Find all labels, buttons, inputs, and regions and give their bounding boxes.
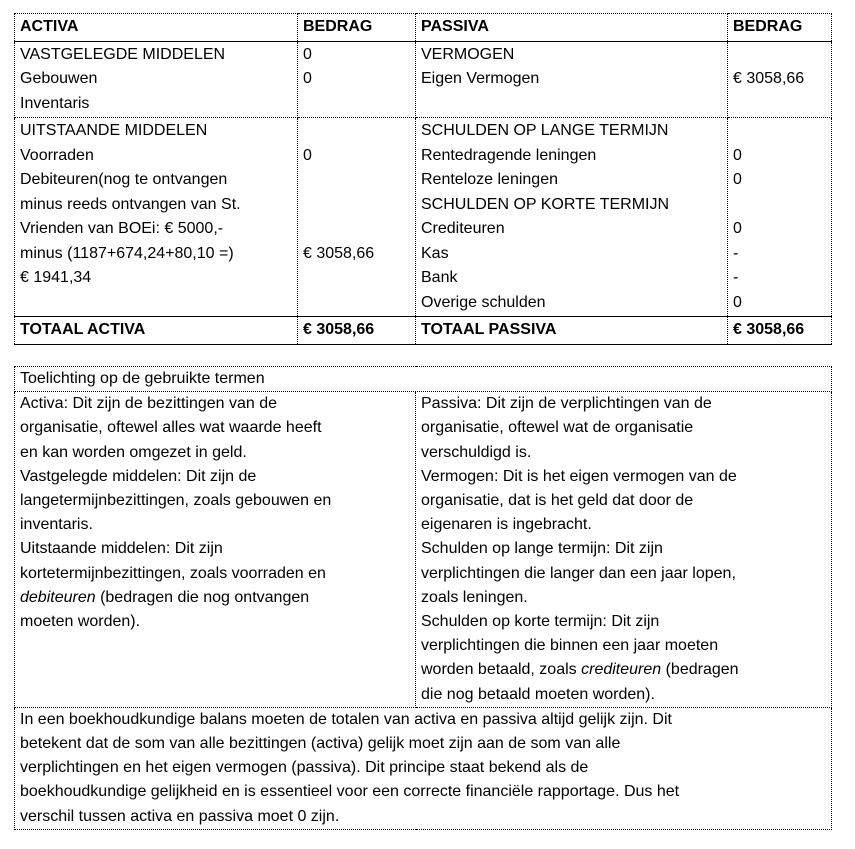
term-crediteuren: crediteuren xyxy=(581,661,662,679)
footer-line: verplichtingen en het eigen vermogen (passiva). Dit principe staat bekend als de xyxy=(20,759,589,777)
notes-table xyxy=(14,366,832,830)
value xyxy=(303,291,410,316)
passiva-header: PASSIVA xyxy=(416,14,728,42)
equity-values xyxy=(728,41,832,118)
passiva-amount-header: BEDRAG xyxy=(728,14,832,42)
note-line: Vermogen: Dit is het eigen vermogen van de xyxy=(421,467,737,485)
balance-table xyxy=(14,13,832,345)
value xyxy=(303,266,410,291)
notes-title-row xyxy=(15,367,832,392)
fixed-assets-labels xyxy=(15,41,298,118)
note-line: langetermijnbezittingen, zoals gebouwen en xyxy=(20,492,332,510)
liabilities-labels xyxy=(416,118,728,317)
notes-body-row xyxy=(15,392,832,708)
note-line: organisatie, dat is het geld dat door de xyxy=(421,492,694,510)
line: Voorraden xyxy=(20,146,94,164)
total-passiva-label: TOTAAL PASSIVA xyxy=(416,317,728,345)
activa-header: ACTIVA xyxy=(15,14,298,42)
note-line: organisatie, oftewel alles wat waarde heeft xyxy=(20,419,322,437)
note-text: (bedragen die nog ontvangen xyxy=(95,588,310,606)
value: 0 xyxy=(733,220,742,237)
value xyxy=(303,217,410,242)
note-text: (bedragen xyxy=(661,661,739,679)
line: € 1941,34 xyxy=(20,269,92,286)
note-line: inventaris. xyxy=(20,516,93,534)
notes-footer xyxy=(15,707,832,829)
footer-line: boekhoudkundige gelijkheid en is essentieel voor een correcte financiële rapportage. Dus het xyxy=(20,783,680,801)
line: minus (1187+674,24+80,10 =) xyxy=(20,244,234,262)
value: 0 xyxy=(303,45,312,63)
note-line: kortetermijnbezittingen, zoals voorraden en xyxy=(20,564,326,582)
value xyxy=(733,119,826,144)
line: minus reeds ontvangen van St. xyxy=(20,195,241,213)
line: Kas xyxy=(421,244,449,262)
note-line: en kan worden omgezet in geld. xyxy=(20,443,247,461)
note-line: verplichtingen die binnen een jaar moeten xyxy=(421,637,719,655)
line xyxy=(20,291,292,316)
line: Rentedragende leningen xyxy=(421,146,597,164)
note-line: Activa: Dit zijn de bezittingen van de xyxy=(20,395,278,413)
value: 0 xyxy=(303,146,312,164)
term-debiteuren: debiteuren xyxy=(20,588,96,606)
note-line: Uitstaande middelen: Dit zijn xyxy=(20,540,223,558)
activa-amount-header: BEDRAG xyxy=(298,14,416,42)
value: 0 xyxy=(733,171,742,188)
equity-labels xyxy=(416,41,728,118)
line: UITSTAANDE MIDDELEN xyxy=(20,122,208,139)
note-line: Passiva: Dit zijn de verplichtingen van de xyxy=(421,395,712,413)
balance-block-current xyxy=(15,118,832,317)
note-line xyxy=(20,586,410,610)
value xyxy=(303,119,410,144)
value: - xyxy=(733,269,739,286)
footer-line: betekent dat de som van alle bezittingen (activa) gelijk moet zijn aan de som van alle xyxy=(20,735,621,753)
value xyxy=(303,168,410,193)
line: SCHULDEN OP LANGE TERMIJN xyxy=(421,122,669,139)
liabilities-values xyxy=(728,118,832,317)
note-line: Schulden op korte termijn: Dit zijn xyxy=(421,613,660,631)
line: Debiteuren(nog te ontvangen xyxy=(20,171,228,188)
total-activa-label: TOTAAL ACTIVA xyxy=(15,317,298,345)
line: SCHULDEN OP KORTE TERMIJN xyxy=(421,195,670,213)
note-line: zoals leningen. xyxy=(421,588,528,606)
notes-left xyxy=(15,392,416,708)
note-line xyxy=(421,658,826,682)
line: Crediteuren xyxy=(421,220,505,237)
value: 0 xyxy=(733,293,742,311)
line: Overige schulden xyxy=(421,293,546,311)
value: € 3058,66 xyxy=(303,244,375,262)
note-line: verschuldigd is. xyxy=(421,443,532,461)
value xyxy=(733,92,826,117)
footer-line: verschil tussen activa en passiva moet 0 zijn. xyxy=(20,807,340,825)
value: - xyxy=(733,244,739,262)
notes-footer-row xyxy=(15,707,832,829)
line: Gebouwen xyxy=(20,70,98,87)
total-passiva-value: € 3058,66 xyxy=(728,317,832,345)
line: Vrienden van BOEi: € 5000,- xyxy=(20,220,224,237)
notes-title: Toelichting op de gebruikte termen xyxy=(15,367,832,392)
line xyxy=(421,92,722,117)
current-assets-labels xyxy=(15,118,298,317)
note-line: Schulden op lange termijn: Dit zijn xyxy=(421,540,663,558)
note-line: eigenaren is ingebracht. xyxy=(421,516,592,534)
current-assets-values xyxy=(298,118,416,317)
value xyxy=(303,193,410,218)
value: 0 xyxy=(733,146,742,164)
total-activa-value: € 3058,66 xyxy=(298,317,416,345)
line: Renteloze leningen xyxy=(421,171,558,188)
line: VASTGELEGDE MIDDELEN xyxy=(20,45,226,63)
value xyxy=(733,193,826,218)
line: VERMOGEN xyxy=(421,45,515,63)
value xyxy=(733,43,826,68)
note-line: Vastgelegde middelen: Dit zijn de xyxy=(20,467,257,485)
note-line: moeten worden). xyxy=(20,613,141,631)
value: € 3058,66 xyxy=(733,70,805,87)
fixed-assets-values xyxy=(298,41,416,118)
line: Bank xyxy=(421,269,458,286)
notes-right xyxy=(416,392,832,708)
totals-row xyxy=(15,317,832,345)
balance-block-fixed xyxy=(15,41,832,118)
value: 0 xyxy=(303,70,312,87)
note-line: organisatie, oftewel wat de organisatie xyxy=(421,419,694,437)
footer-line: In een boekhoudkundige balans moeten de totalen van activa en passiva altijd gelijk zijn. Dit xyxy=(20,710,672,728)
line: Inventaris xyxy=(20,94,90,112)
note-text: worden betaald, zoals xyxy=(421,661,582,679)
line: Eigen Vermogen xyxy=(421,70,540,87)
note-line: die nog betaald moeten worden). xyxy=(421,685,655,703)
balance-header-row xyxy=(15,14,832,42)
note-line: verplichtingen die langer dan een jaar lopen, xyxy=(421,564,736,582)
